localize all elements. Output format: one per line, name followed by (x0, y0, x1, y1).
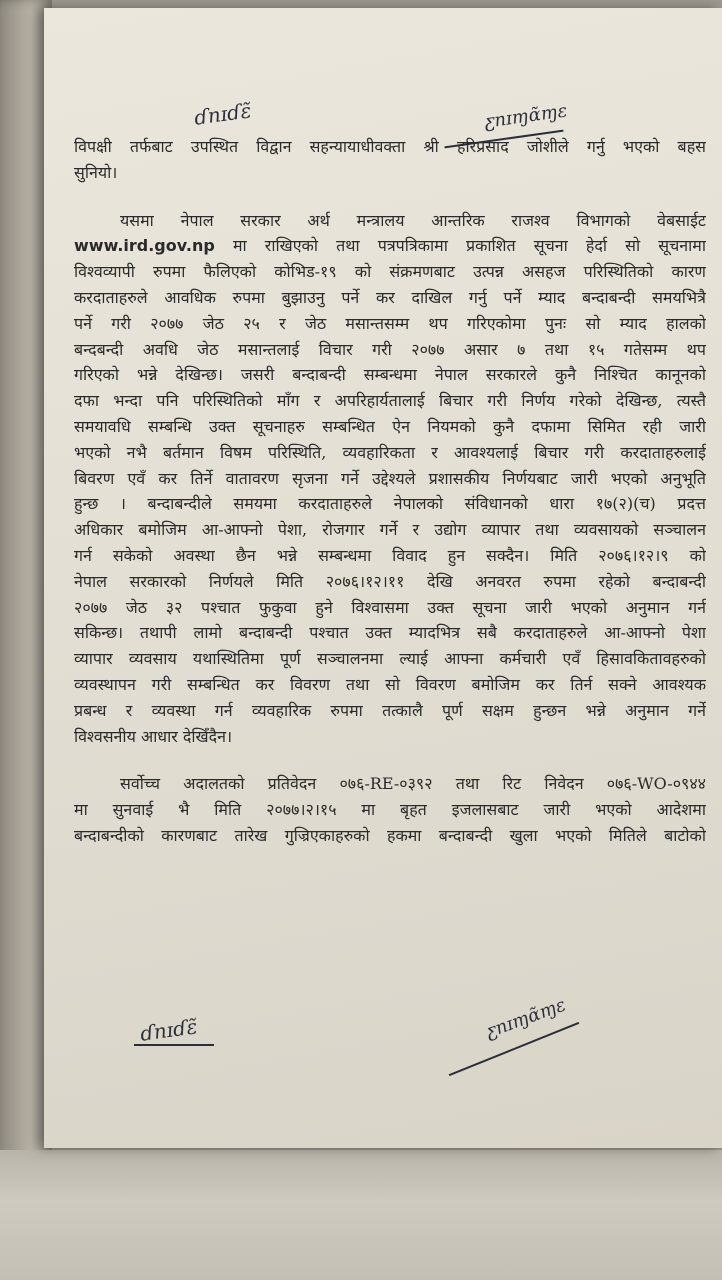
document-body (74, 134, 706, 849)
text-line: व्यापार व्यवसाय यथास्थितिमा पूर्ण सञ्चालनमा ल्याई आफ्ना कर्मचारी एवँ हिसावकितावहरुको (74, 649, 706, 669)
text-line: बिवरण एवँ कर तिर्ने वातावरण सृजना गर्ने उद्देश्यले प्रशासकीय निर्णयबाट जारी भएको अनुभूति (74, 468, 706, 488)
text-line: विश्वव्यापी रुपमा फैलिएको कोभिड-१९ को संक्रमणबाट उत्पन्न असहज परिस्थितिको कारण (74, 262, 706, 282)
signature-bottom-left-stroke (134, 1044, 214, 1046)
text-line: मा सुनवाई भै मिति २०७७।२।१५ मा बृहत इजलासबाट जारी भएको आदेशमा (74, 800, 706, 820)
website-url: www.ird.gov.np (74, 236, 215, 256)
text-line: यसमा नेपाल सरकार अर्थ मन्त्रालय आन्तरिक राजश्व विभागको वेबसाईट (120, 210, 706, 230)
text-line: २०७७ जेठ ३२ पश्चात फुकुवा हुने विश्वासमा उक्त सूचना जारी भएको अनुमान गर्न (74, 597, 706, 617)
text-line: पर्ने गरी २०७७ जेठ २५ र जेठ मसान्तसम्म थप गरिएकोमा पुनः सो म्याद हालको (74, 313, 706, 333)
text-line: बन्दाबन्दीको कारणबाट तारेख गुज्रिएकाहरुको हकमा बन्दाबन्दी खुला भएको मितिले बाटोको (74, 825, 706, 845)
paragraph-3 (74, 771, 706, 848)
text-line: अधिकार बमोजिम आ-आफ्नो पेशा, रोजगार गर्ने र उद्योग व्यापार तथा व्यवसायको सञ्चालन (74, 520, 706, 540)
signature-top-left: ɗnɪɗɛ̃ (192, 98, 253, 130)
text-line: हुन्छ । बन्दाबन्दीले समयमा करदाताहरुले नेपालको संविधानको धारा १७(२)(च) प्रदत्त (74, 494, 706, 514)
text-line: विपक्षी तर्फबाट उपस्थित विद्वान सहन्यायाधीवक्ता श्री हरिप्रसाद जोशीले गर्नु भएको बहस (74, 137, 706, 156)
under-sheet (0, 1150, 722, 1280)
text-line: नेपाल सरकारको निर्णयले मिति २०७६।१२।११ देखि अनवरत रुपमा रहेको बन्दाबन्दी (74, 571, 706, 591)
paragraph-2 (74, 208, 706, 750)
paragraph-1 (74, 134, 706, 186)
text-line: गरिएको भन्ने देखिन्छ। जसरी बन्दाबन्दी सम्बन्धमा नेपाल सरकारले कुनै निश्चित कानूनको (74, 365, 706, 385)
text-line: बन्दबन्दी अवधि जेठ मसान्तलाई विचार गरी २०७७ असार ७ तथा १५ गतेसम्म थप (74, 339, 706, 359)
text-line: सर्वोच्च अदालतको प्रतिवेदन ०७६-RE-०३९२ तथा रिट निवेदन ०७६-WO-०९४४ (120, 774, 706, 794)
text-line: भएको नभै बर्तमान विषम परिस्थिति, व्यवहारिकता र आवश्यलाई बिचार गरी करदाताहरुलाई (74, 442, 706, 462)
text-line-with-url (74, 233, 706, 259)
text-line: व्यवस्थापन गरी सम्बन्धित कर विवरण तथा सो विवरण बमोजिम कर तिर्न सक्ने आवश्यक (74, 674, 706, 694)
text-line: करदाताहरुले आवधिक रुपमा बुझाउनु पर्ने कर दाखिल गर्नु पर्ने म्याद बन्दाबन्दी समयभित्रै (74, 287, 706, 307)
signature-top-right: ƹnɪɱɑ̃ɱɛ (482, 100, 569, 133)
text-line: विश्वसनीय आधार देखिँदैन। (74, 726, 233, 746)
text-line: मा राखिएको तथा पत्रपत्रिकामा प्रकाशित सूचना हेर्दा सो सूचनामा (232, 236, 706, 256)
document-page (44, 8, 722, 1148)
signature-bottom-left: ɗnɪɗɛ̃ (138, 1014, 199, 1046)
text-line: समयावधि सम्बन्धि उक्त सूचनाहरु सम्बन्धित ऐन नियमको कुनै दफामा सिमित रही जारी (74, 416, 706, 436)
text-line: सुनियो। (74, 162, 118, 182)
text-line: दफा भन्दा पनि परिस्थितिको माँग र अपरिहार्यतालाई बिचार गरी निर्णय गरेको देखिन्छ, त्यस्तै (74, 391, 706, 411)
text-line: गर्न सकेको अवस्था छैन भन्ने सम्बन्धमा विवाद हुन सक्दैन। मिति २०७६।१२।९ को (74, 545, 706, 565)
signature-bottom-right: ƹnɪɱɑ̃ɱɛ (482, 994, 569, 1043)
text-line: प्रबन्ध र व्यवस्था गर्न व्यवहारिक रुपमा तत्कालै पूर्ण सक्षम हुन्छन भन्ने अनुमान गर्ने (74, 700, 706, 720)
text-line: सकिन्छ। तथापी लामो बन्दाबन्दी पश्चात उक्त म्यादभित्र सबै करदाताहरुले आ-आफ्नो पेशा (74, 623, 706, 643)
